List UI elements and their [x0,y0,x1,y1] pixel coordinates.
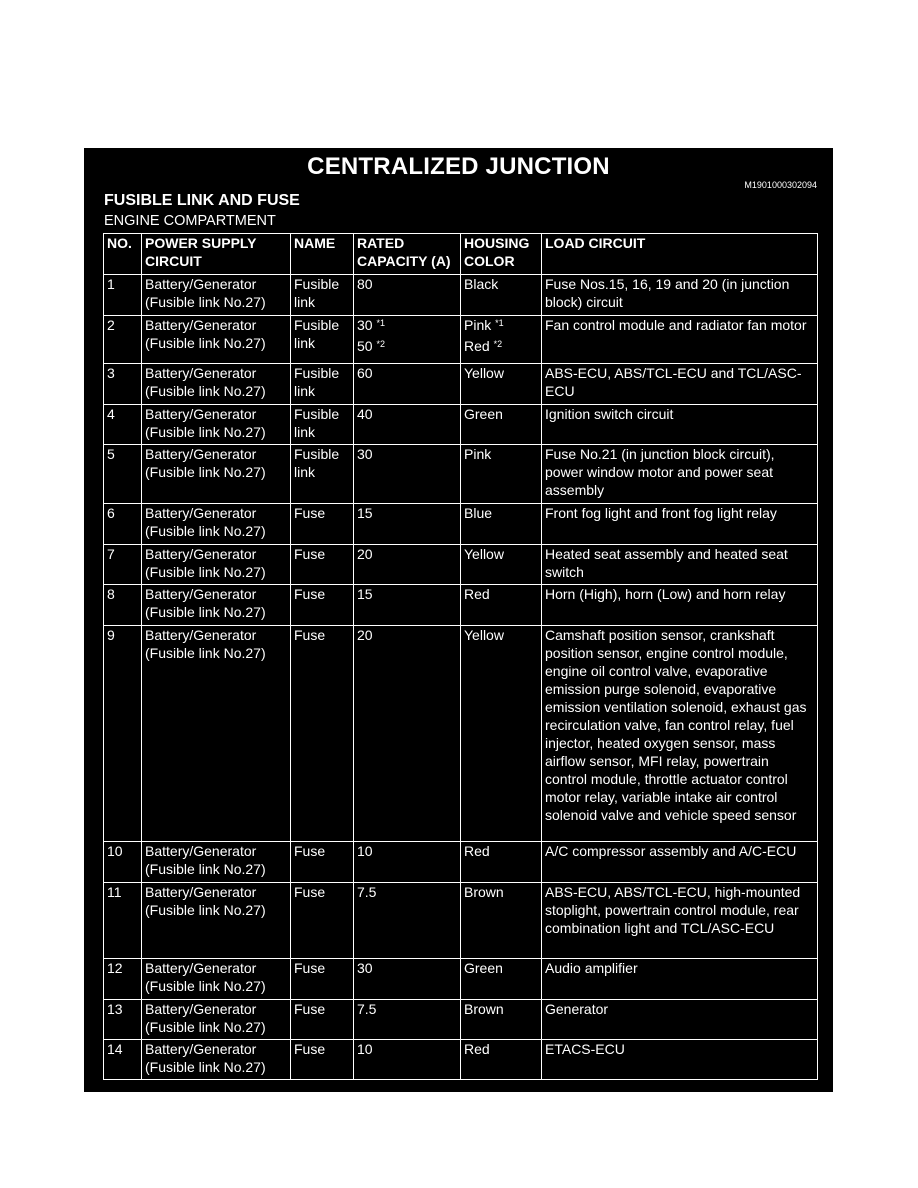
table-row [104,504,818,545]
part-name: Fuse [291,585,354,626]
housing-color-value [464,959,538,977]
load-circuit: Fuse Nos.15, 16, 19 and 20 (in junction block) circuit [542,275,818,316]
load-circuit: ABS-ECU, ABS/TCL-ECU and TCL/ASC-ECU [542,364,818,405]
header-no: NO. [104,234,142,275]
rated-capacity [354,316,461,364]
rated-capacity-amps: 40 [357,406,373,422]
fuse-number: 7 [104,545,142,585]
rated-capacity [354,445,461,504]
power-supply-circuit [142,1040,291,1080]
table-row [104,316,818,364]
part-name: Fusible link [291,405,354,445]
part-name: Fusible link [291,364,354,405]
header-name: NAME [291,234,354,275]
power-supply-circuit [142,842,291,883]
load-circuit: Front fog light and front fog light relay [542,504,818,545]
housing-color-value [464,842,538,860]
housing-color-name: Pink [464,317,492,333]
rated-capacity-amps: 50 [357,338,373,354]
housing-color [461,545,542,585]
power-supply-source: Battery/Generator [145,505,257,521]
housing-color-name: Brown [464,884,504,900]
load-circuit: Fuse No.21 (in junction block circuit), power window motor and power seat assembly [542,445,818,504]
housing-color-name: Red [464,338,490,354]
table-header-row [104,234,818,275]
power-supply-circuit [142,445,291,504]
housing-color-name: Brown [464,1001,504,1017]
table-row [104,275,818,316]
housing-color-name: Blue [464,505,493,521]
housing-color-name: Pink [464,446,492,462]
rated-capacity [354,842,461,883]
footnote-mark: *2 [376,339,385,349]
rated-capacity-amps: 7.5 [357,884,377,900]
part-name: Fusible link [291,275,354,316]
rated-capacity-amps: 10 [357,1041,373,1057]
fuse-number: 6 [104,504,142,545]
power-supply-link: (Fusible link No.27) [145,464,266,480]
housing-color-value [464,316,538,334]
housing-color-name: Yellow [464,546,504,562]
rated-capacity-value [357,883,457,901]
rated-capacity-value [357,504,457,522]
part-name: Fuse [291,626,354,842]
power-supply-circuit [142,405,291,445]
rated-capacity-value [357,1040,457,1058]
power-supply-link: (Fusible link No.27) [145,294,266,310]
power-supply-source: Battery/Generator [145,1041,257,1057]
table-row [104,545,818,585]
housing-color [461,405,542,445]
power-supply-circuit [142,364,291,405]
rated-capacity-amps: 7.5 [357,1001,377,1017]
footnote-mark: *1 [376,318,385,328]
rated-capacity [354,1000,461,1040]
housing-color-value [464,364,538,382]
power-supply-link: (Fusible link No.27) [145,383,266,399]
rated-capacity-value [357,337,457,355]
rated-capacity-amps: 30 [357,446,373,462]
table-row [104,585,818,626]
part-name: Fusible link [291,316,354,364]
part-name: Fuse [291,1040,354,1080]
rated-capacity-amps: 15 [357,586,373,602]
power-supply-source: Battery/Generator [145,843,257,859]
table-row [104,842,818,883]
power-supply-source: Battery/Generator [145,406,257,422]
power-supply-circuit [142,1000,291,1040]
rated-capacity-value [357,1000,457,1018]
fuse-number: 3 [104,364,142,405]
power-supply-source: Battery/Generator [145,546,257,562]
rated-capacity-value [357,316,457,334]
housing-color-value [464,585,538,603]
rated-capacity-value [357,626,457,644]
rated-capacity-value [357,445,457,463]
table-row [104,1000,818,1040]
load-circuit: A/C compressor assembly and A/C-ECU [542,842,818,883]
power-supply-link: (Fusible link No.27) [145,978,266,994]
power-supply-circuit [142,316,291,364]
load-circuit: Generator [542,1000,818,1040]
rated-capacity-amps: 60 [357,365,373,381]
power-supply-circuit [142,883,291,959]
rated-capacity-value [357,585,457,603]
housing-color-value [464,504,538,522]
power-supply-source: Battery/Generator [145,586,257,602]
part-name: Fuse [291,842,354,883]
table-row [104,959,818,1000]
rated-capacity [354,405,461,445]
housing-color [461,364,542,405]
power-supply-link: (Fusible link No.27) [145,604,266,620]
table-body [104,275,818,1080]
housing-color-value [464,883,538,901]
fuse-number: 12 [104,959,142,1000]
housing-color [461,585,542,626]
housing-color [461,883,542,959]
power-supply-circuit [142,626,291,842]
rated-capacity-value [357,959,457,977]
header-rated-capacity: RATED CAPACITY (A) [354,234,461,275]
footnote-mark: *2 [493,339,503,349]
fuse-number: 14 [104,1040,142,1080]
fuse-number: 1 [104,275,142,316]
table-row [104,364,818,405]
power-supply-source: Battery/Generator [145,317,257,333]
housing-color-name: Black [464,276,499,292]
housing-color-name: Yellow [464,627,504,643]
fuse-number: 9 [104,626,142,842]
rated-capacity [354,504,461,545]
table-row [104,445,818,504]
part-name: Fuse [291,959,354,1000]
housing-color-value [464,545,538,563]
load-circuit: Fan control module and radiator fan motor [542,316,818,364]
rated-capacity [354,364,461,405]
housing-color [461,842,542,883]
section-subtitle: FUSIBLE LINK AND FUSE [104,192,300,209]
part-name: Fusible link [291,445,354,504]
part-name: Fuse [291,1000,354,1040]
power-supply-source: Battery/Generator [145,884,257,900]
housing-color-value [464,1040,538,1058]
load-circuit: Audio amplifier [542,959,818,1000]
housing-color [461,959,542,1000]
housing-color-name: Green [464,960,503,976]
fuse-number: 10 [104,842,142,883]
fuse-table [103,233,818,1080]
rated-capacity [354,626,461,842]
power-supply-link: (Fusible link No.27) [145,1019,266,1035]
load-circuit: ABS-ECU, ABS/TCL-ECU, high-mounted stoplight, powertrain control module, rear combination light and TCL/ASC-ECU [542,883,818,959]
part-name: Fuse [291,504,354,545]
power-supply-link: (Fusible link No.27) [145,1059,266,1075]
power-supply-link: (Fusible link No.27) [145,861,266,877]
housing-color [461,275,542,316]
housing-color [461,626,542,842]
load-circuit: Camshaft position sensor, crankshaft position sensor, engine control module, engine oil control valve, evaporative emission purge solenoid, evaporative emission ventilation solenoid, exhaust gas recirculation valve, fan control relay, fuel injector, heated oxygen sensor, mass airflow sensor, MFI relay, powertrain control module, throttle actuator control motor relay, variable intake air control solenoid valve and vehicle speed sensor [542,626,818,842]
power-supply-source: Battery/Generator [145,276,257,292]
rated-capacity-value [357,275,457,293]
table-row [104,883,818,959]
rated-capacity-amps: 15 [357,505,373,521]
power-supply-source: Battery/Generator [145,627,257,643]
power-supply-circuit [142,959,291,1000]
housing-color [461,316,542,364]
document-id: M1901000302094 [744,180,817,190]
housing-color-value [464,1000,538,1018]
housing-color-value [464,405,538,423]
housing-color-name: Green [464,406,503,422]
load-circuit: Horn (High), horn (Low) and horn relay [542,585,818,626]
rated-capacity-value [357,405,457,423]
table-row [104,626,818,842]
fuse-number: 13 [104,1000,142,1040]
housing-color-name: Yellow [464,365,504,381]
section-label: ENGINE COMPARTMENT [104,213,276,229]
rated-capacity [354,1040,461,1080]
power-supply-source: Battery/Generator [145,960,257,976]
rated-capacity [354,883,461,959]
housing-color-name: Red [464,586,490,602]
power-supply-circuit [142,585,291,626]
document-panel [84,148,833,1092]
power-supply-source: Battery/Generator [145,1001,257,1017]
rated-capacity-amps: 20 [357,546,373,562]
housing-color [461,1040,542,1080]
power-supply-link: (Fusible link No.27) [145,523,266,539]
page-title: CENTRALIZED JUNCTION [307,153,610,180]
rated-capacity [354,275,461,316]
rated-capacity-value [357,842,457,860]
housing-color-value [464,445,538,463]
power-supply-source: Battery/Generator [145,446,257,462]
power-supply-link: (Fusible link No.27) [145,564,266,580]
rated-capacity-amps: 30 [357,317,373,333]
table-row [104,405,818,445]
housing-color [461,504,542,545]
power-supply-link: (Fusible link No.27) [145,335,266,351]
rated-capacity [354,959,461,1000]
part-name: Fuse [291,545,354,585]
power-supply-circuit [142,275,291,316]
header-load-circuit: LOAD CIRCUIT [542,234,818,275]
housing-color-value [464,275,538,293]
fuse-number: 8 [104,585,142,626]
footnote-mark: *1 [495,318,504,328]
fuse-number: 2 [104,316,142,364]
power-supply-link: (Fusible link No.27) [145,424,266,440]
housing-color [461,1000,542,1040]
rated-capacity-value [357,364,457,382]
rated-capacity-amps: 30 [357,960,373,976]
load-circuit: ETACS-ECU [542,1040,818,1080]
header-power-supply: POWER SUPPLY CIRCUIT [142,234,291,275]
table-row [104,1040,818,1080]
rated-capacity-amps: 20 [357,627,373,643]
rated-capacity-value [357,545,457,563]
power-supply-link: (Fusible link No.27) [145,902,266,918]
part-name: Fuse [291,883,354,959]
header-housing-color: HOUSING COLOR [461,234,542,275]
rated-capacity [354,545,461,585]
housing-color-value [464,626,538,644]
rated-capacity [354,585,461,626]
fuse-number: 5 [104,445,142,504]
power-supply-circuit [142,504,291,545]
fuse-number: 4 [104,405,142,445]
fuse-number: 11 [104,883,142,959]
power-supply-circuit [142,545,291,585]
housing-color-name: Red [464,1041,490,1057]
housing-color-value [464,337,538,355]
housing-color [461,445,542,504]
load-circuit: Heated seat assembly and heated seat switch [542,545,818,585]
power-supply-link: (Fusible link No.27) [145,645,266,661]
rated-capacity-amps: 80 [357,276,373,292]
power-supply-source: Battery/Generator [145,365,257,381]
rated-capacity-amps: 10 [357,843,373,859]
housing-color-name: Red [464,843,490,859]
load-circuit: Ignition switch circuit [542,405,818,445]
